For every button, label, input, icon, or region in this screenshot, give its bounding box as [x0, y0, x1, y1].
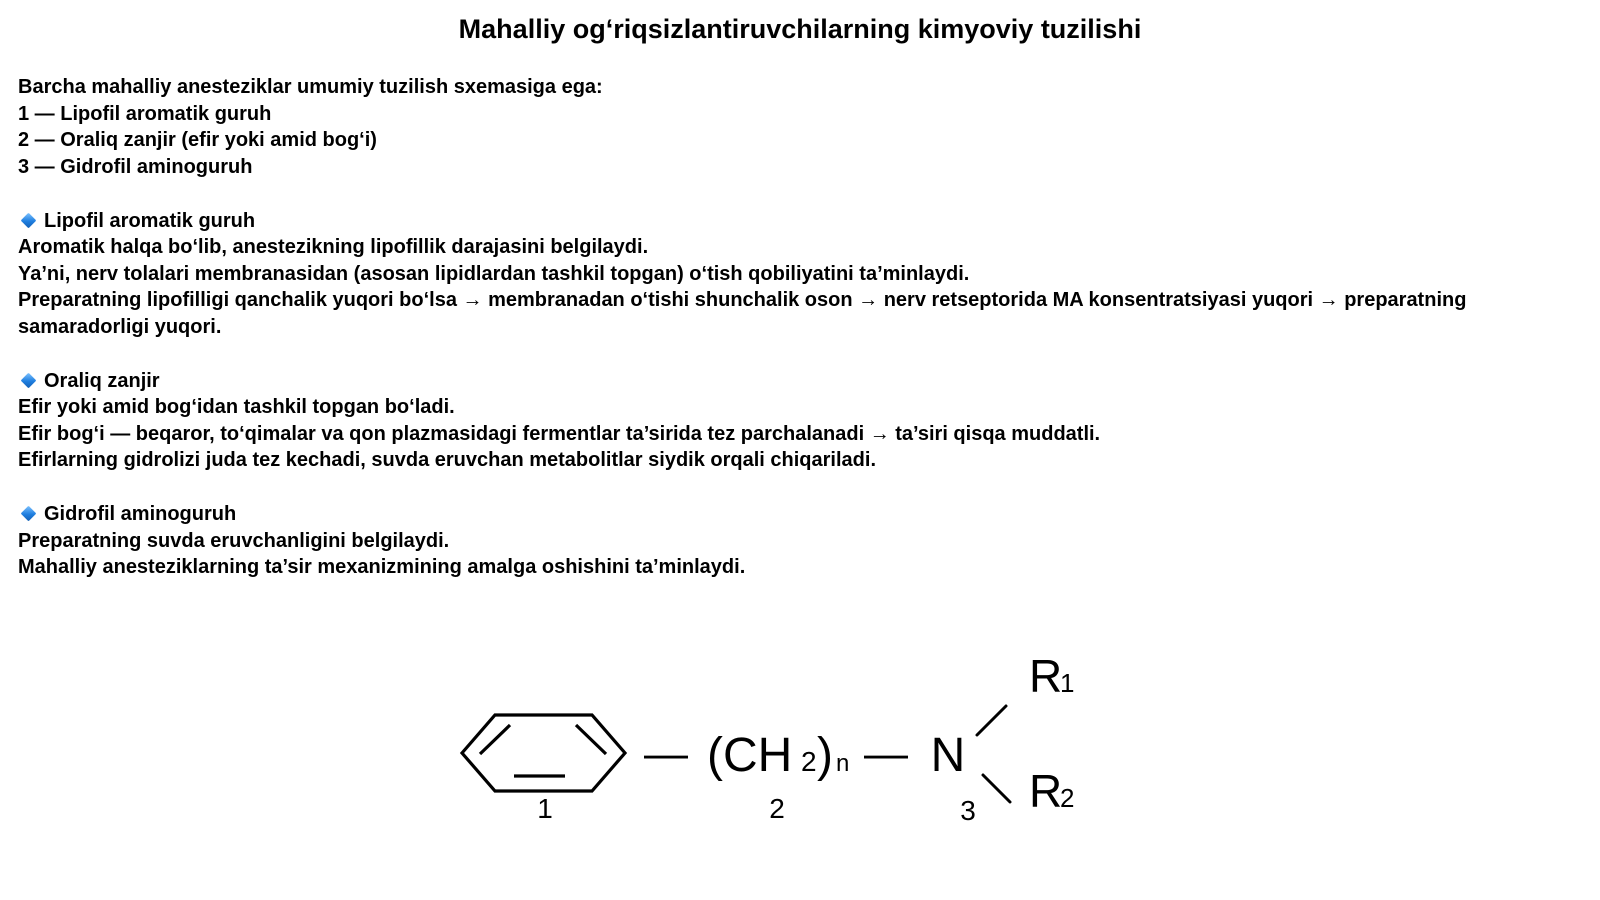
- chain-group: [707, 729, 849, 782]
- spacer: [18, 340, 1588, 367]
- spacer: [18, 474, 1588, 501]
- section-oraliq-line-1: Efir yoki amid bog‘idan tashkil topgan bo‘ladi.: [18, 396, 455, 418]
- r2-subscript: 2: [1060, 783, 1075, 813]
- section-heading-label: Oraliq zanjir: [44, 369, 160, 392]
- chain-n: n: [836, 750, 850, 777]
- section-heading-label: Lipofil aromatik guruh: [44, 209, 256, 232]
- intro-lead: Barcha mahalliy anesteziklar umumiy tuzilish sxemasiga ega:: [18, 76, 603, 98]
- section-oraliq-line-3: Efirlarning gidrolizi juda tez kechadi, suvda eruvchan metabolitlar siydik orqali chiqariladi.: [18, 449, 876, 471]
- label-2: 2: [769, 793, 785, 824]
- section-heading-lipofil: [18, 208, 1588, 235]
- section-lipofil-line-3: Preparatning lipofilligi qanchalik yuqori bo‘lsa → membranadan o‘tishi shunchalik oson → nerv retseptorida MA konsentratsiyasi yuqori → preparatning samaradorligi yuqori.: [18, 289, 1467, 338]
- r1-group: [1029, 650, 1074, 702]
- section-gidrofil-line-1: Preparatning suvda eruvchanligini belgilaydi.: [18, 529, 450, 552]
- r1-letter: R: [1029, 650, 1063, 702]
- section-heading-label: Gidrofil aminoguruh: [44, 503, 237, 525]
- bond-dash-2: —: [864, 729, 908, 778]
- document-body: [18, 74, 1588, 581]
- intro-item-2: 2 — Oraliq zanjir (efir yoki amid bog‘i): [18, 129, 377, 151]
- blue-diamond-icon: [21, 506, 37, 522]
- section-gidrofil-line-2: Mahalliy anesteziklarning ta’sir mexanizmining amalga oshishini ta’minlaydi.: [18, 556, 746, 578]
- bond-dash-1: —: [644, 729, 688, 778]
- blue-diamond-icon: [21, 212, 37, 228]
- structure-diagram: [0, 640, 1600, 880]
- section-lipofil-line-1: Aromatik halqa bo‘lib, anestezikning lipofillik darajasini belgilaydi.: [18, 236, 649, 258]
- intro-item-1: 1 — Lipofil aromatik guruh: [18, 102, 272, 125]
- section-oraliq-line-2: Efir bog‘i — beqaror, to‘qimalar va qon plazmasidagi fermentlar ta’sirida tez parchalanadi → ta’siri qisqa muddatli.: [18, 422, 1101, 445]
- section-lipofil-line-2: Ya’ni, nerv tolalari membranasidan (asosan lipidlardan tashkil topgan) o‘tish qobiliyatini ta’minlaydi.: [18, 262, 970, 285]
- r2-group: [1029, 765, 1074, 817]
- chain-open: (CH: [707, 729, 793, 782]
- section-heading-oraliq: [18, 368, 1588, 395]
- intro-item-3: 3 — Gidrofil aminoguruh: [18, 155, 253, 178]
- chain-subscript: 2: [801, 746, 817, 777]
- section-heading-gidrofil: [18, 501, 1588, 528]
- spacer: [18, 180, 1588, 207]
- chain-close: ): [817, 729, 833, 782]
- page-title: Mahalliy og‘riqsizlantiruvchilarning kimyoviy tuzilishi: [458, 14, 1142, 44]
- nitrogen-atom: N: [930, 729, 966, 782]
- benzene-ring: [462, 715, 625, 791]
- amine-bonds: [977, 706, 1010, 802]
- blue-diamond-icon: [21, 372, 37, 388]
- label-1: 1: [537, 793, 553, 824]
- r1-subscript: 1: [1060, 668, 1075, 698]
- label-3: 3: [960, 795, 976, 826]
- r2-letter: R: [1029, 765, 1063, 817]
